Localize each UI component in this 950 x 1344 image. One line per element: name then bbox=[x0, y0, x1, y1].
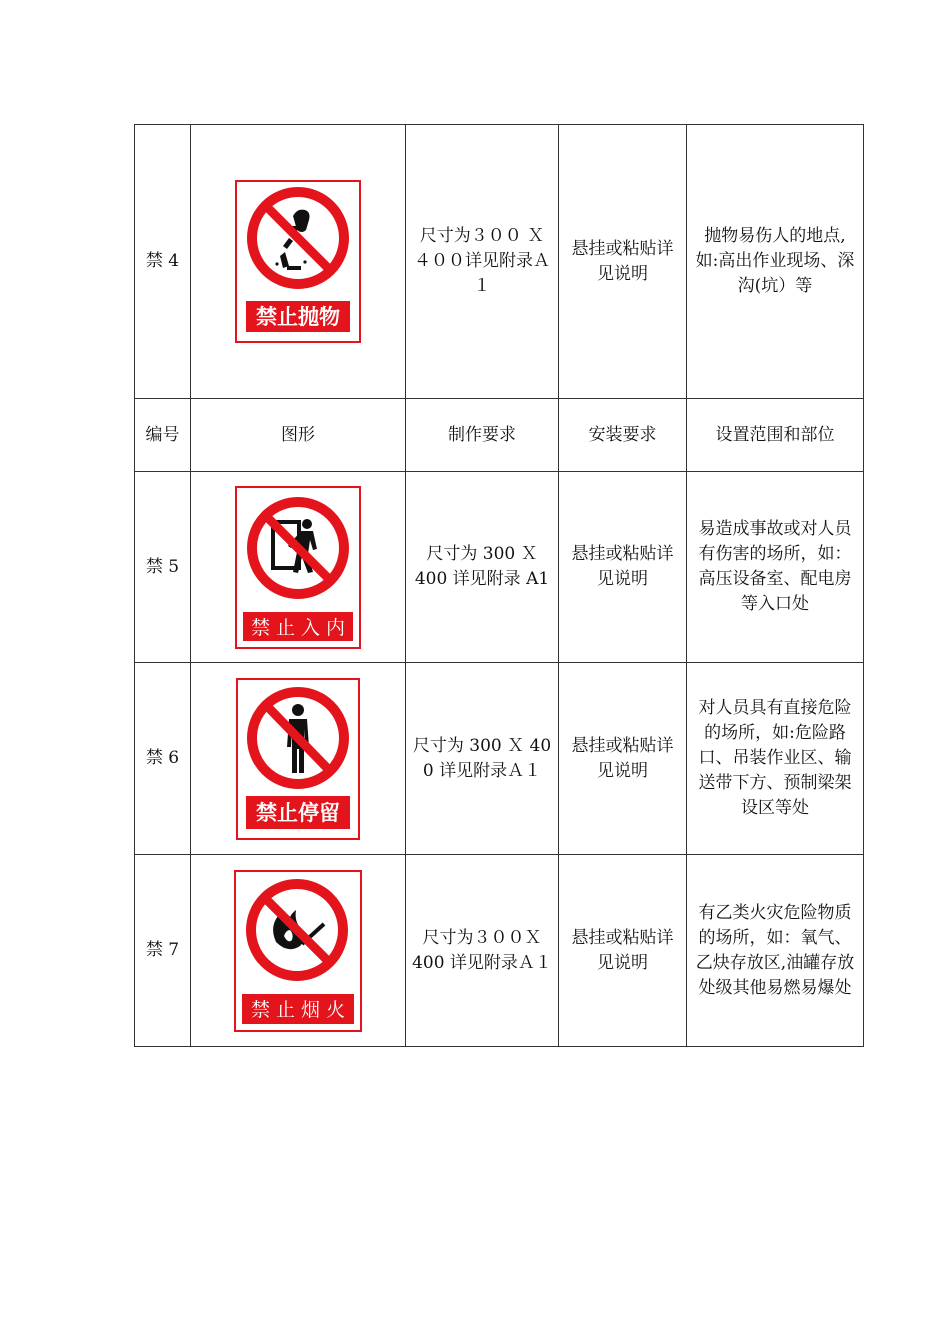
table-row bbox=[135, 663, 864, 855]
sign-image-cell bbox=[191, 663, 406, 855]
prohibition-sign bbox=[235, 180, 361, 343]
table-row bbox=[135, 125, 864, 399]
sign-label: 禁止抛物 bbox=[256, 305, 340, 329]
sign-image-cell bbox=[191, 855, 406, 1047]
install-requirement: 悬挂或粘贴详见说明 bbox=[559, 472, 687, 663]
install-requirement: 悬挂或粘贴详见说明 bbox=[559, 855, 687, 1047]
install-requirement: 悬挂或粘贴详见说明 bbox=[559, 663, 687, 855]
scope-location: 有乙类火灾危险物质的场所，如：氧气、乙炔存放区,油罐存放处级其他易燃易爆处 bbox=[687, 855, 864, 1047]
header-make: 制作要求 bbox=[406, 399, 559, 472]
header-code: 编号 bbox=[135, 399, 191, 472]
make-requirement: 尺寸为３００ Ｘ ４００详见附录Ａ１ bbox=[406, 125, 559, 399]
table-row bbox=[135, 855, 864, 1047]
sign-image-cell bbox=[191, 125, 406, 399]
sign-label: 禁 止 入 内 bbox=[250, 616, 346, 639]
scope-location: 易造成事故或对人员有伤害的场所，如：高压设备室、配电房等入口处 bbox=[687, 472, 864, 663]
install-requirement: 悬挂或粘贴详见说明 bbox=[559, 125, 687, 399]
sign-image-cell bbox=[191, 472, 406, 663]
header-scope: 设置范围和部位 bbox=[687, 399, 864, 472]
sign-code: 禁 4 bbox=[135, 125, 191, 399]
no-entry-icon bbox=[235, 486, 361, 649]
header-image: 图形 bbox=[191, 399, 406, 472]
no-standing-icon bbox=[236, 678, 360, 840]
make-requirement: 尺寸为 300 Ｘ 400 详见附录 A1 bbox=[406, 472, 559, 663]
sign-code: 禁 7 bbox=[135, 855, 191, 1047]
scope-location: 对人员具有直接危险的场所，如:危险路口、吊装作业区、输送带下方、预制梁架设区等处 bbox=[687, 663, 864, 855]
sign-label: 禁 止 烟 火 bbox=[250, 998, 346, 1021]
no-fire-icon bbox=[234, 870, 362, 1032]
sign-label: 禁止停留 bbox=[256, 800, 340, 825]
make-requirement: 尺寸为 300 Ｘ 40 0 详见附录Ａ１ bbox=[406, 663, 559, 855]
make-requirement: 尺寸为３００Ｘ 400 详见附录Ａ１ bbox=[406, 855, 559, 1047]
table-row bbox=[135, 472, 864, 663]
prohibition-sign bbox=[234, 870, 362, 1032]
header-install: 安装要求 bbox=[559, 399, 687, 472]
signs-table bbox=[134, 124, 864, 1047]
prohibition-sign bbox=[236, 678, 360, 840]
prohibition-sign bbox=[235, 486, 361, 649]
table-header-row bbox=[135, 399, 864, 472]
sign-code: 禁 6 bbox=[135, 663, 191, 855]
scope-location: 抛物易伤人的地点,如:高出作业现场、深沟(坑）等 bbox=[687, 125, 864, 399]
sign-code: 禁 5 bbox=[135, 472, 191, 663]
no-throwing-icon bbox=[235, 180, 361, 343]
